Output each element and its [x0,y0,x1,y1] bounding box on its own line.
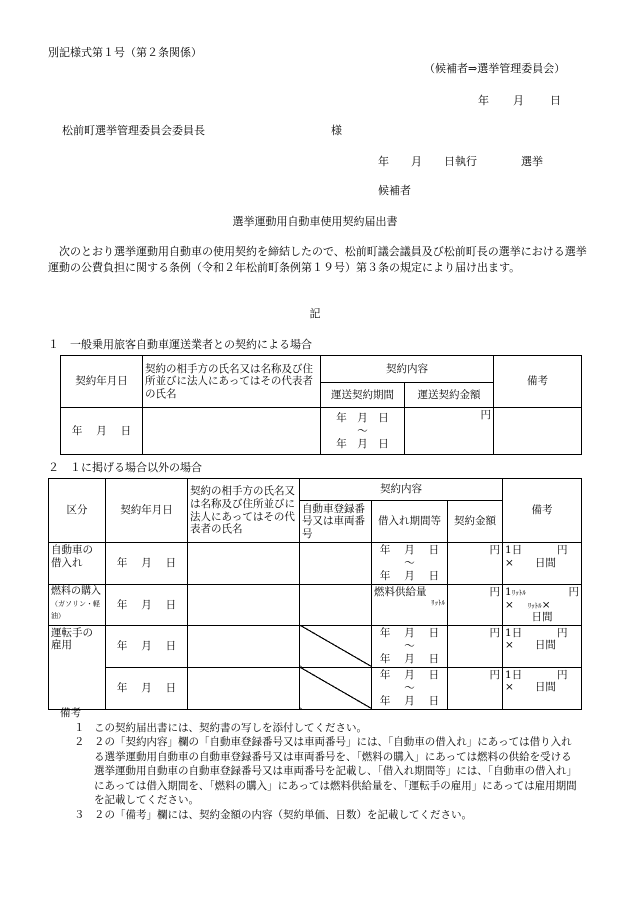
s2-row-driver-party-1 [188,625,300,667]
notes-section [60,706,580,822]
s1-row-date: 年 月 日 [61,408,143,455]
note-item [60,808,580,823]
s2-fuel-one: 1 [505,586,512,598]
s2-row-driver-amount-2: 円 [448,667,503,709]
note-item [60,721,580,736]
s2-col-party: 契約の相手方の氏名又は名称及び住所並びに法人にあってはその代表者の氏名 [188,479,300,543]
s2-row-car-regno [300,543,372,585]
s2-row-car-remarks [503,543,582,585]
s2-row-driver-date-2: 年 月 日 [106,667,188,709]
s2-col-remarks: 備考 [503,479,582,543]
s2-col-regno: 自動車登録番号又は車両番号 [300,501,372,543]
s2-row-car-period [372,543,448,585]
s2-col-amount: 契約金額 [448,501,503,543]
s2-driver2-from: 年 月 日 [379,668,440,681]
s2-car-tilde: ～ [404,557,415,569]
s1-col-period: 運送契約期間 [321,383,405,408]
note-number: １ [74,721,85,734]
s2-driver1-tilde: ～ [404,639,415,652]
note-text: ２の「契約内容」欄の「自動車登録番号又は車両番号」には、「自動車の借入れ」にあっては借り入れる選挙運動用自動車の自動車登録番号又は車両番号を、「燃料の購入」にあっては燃料の供給を受ける選挙運動用自動車の自動車登録番号又は車両番号を記載し、「借入れ期間等」には、「自動車の借入れ」にあっては借入期間を、「燃料の購入」にあっては燃料供給量を、「運転手の雇用」にあっては雇用期間を記載してください。 [94,736,577,806]
s1-period-tilde: ～ [357,424,368,437]
s1-col-remarks: 備考 [494,356,582,408]
section2-table [48,478,582,710]
note-text: この契約届出書には、契約書の写しを添付してください。 [94,721,367,734]
honorific: 様 [331,124,342,137]
section1-heading: １ 一般乗用旅客自動車運送業者との契約による場合 [48,338,312,351]
s2-row-car-party [188,543,300,585]
s2-fuel-type: （ガソリン・軽油） [51,600,100,620]
s1-row-amount: 円 [405,408,494,455]
s2-car-remark-days: × 日間 [505,556,556,569]
s2-fuel-remark-days: 日間 [531,611,553,624]
candidate-label: 候補者 [378,184,411,197]
section1-table [60,355,582,455]
submission-route: （候補者⇒選挙管理委員会） [424,62,566,75]
s2-fuel-liter: ﾘｯﾄﾙ [431,598,445,607]
s2-driver1-from: 年 月 日 [379,626,440,639]
s2-row-driver-regno-2 [300,667,372,709]
note-item [60,735,580,808]
s2-fuel-liter-unit: ﾘｯﾄﾙ [511,589,526,597]
s2-col-content: 契約内容 [300,479,503,501]
s2-row-driver-period-2 [372,667,448,709]
s2-driver1-rate: 1日 円 [505,626,568,639]
note-text: ２の「備考」欄には、契約金額の内容（契約単価、日数）を記載してください。 [94,808,472,821]
s2-fuel-remark-x [505,599,579,612]
s2-row-fuel-remarks [503,585,582,626]
ki-label: 記 [309,307,321,320]
s2-row-driver-period-1 [372,625,448,667]
s2-col-date: 契約年月日 [106,479,188,543]
s2-car-from: 年 月 日 [379,544,440,556]
document-title: 選挙運動用自動車使用契約届出書 [232,215,398,228]
s1-col-amount: 運送契約金額 [405,383,494,408]
s2-row-driver-remarks-2 [503,667,582,709]
s2-row-fuel-date: 年 月 日 [106,585,188,626]
s2-driver2-rate: 1日 円 [505,668,568,681]
s2-fuel-remark-rate [505,586,579,599]
note-number: ２ [74,736,85,748]
note-number: ３ [74,808,85,821]
date-month: 月 [513,94,524,107]
s2-driver1-days: × 日間 [505,639,556,652]
s2-row-fuel-period [372,585,448,626]
election-line: 年 月 日執行 選挙 [378,155,543,168]
s1-col-content: 契約内容 [321,356,494,383]
s2-row-car-label: 自動車の借入れ [49,543,106,585]
section2-heading: ２ １に掲げる場合以外の場合 [48,461,202,474]
s1-row-party [143,408,321,455]
s2-row-driver-label: 運転手の雇用 [49,625,106,709]
date-year: 年 [478,94,489,107]
s2-fuel-supply: 燃料供給量 [374,586,427,598]
notes-heading: 備考 [60,707,81,719]
s1-row-period [321,408,405,455]
s2-fuel-x2: × [541,598,551,611]
s2-driver2-to: 年 月 日 [379,694,440,707]
s2-row-driver-amount-1: 円 [448,625,503,667]
s2-fuel-x1: × [505,598,514,611]
s2-row-driver-party-2 [188,667,300,709]
s2-row-driver-regno-1 [300,625,372,667]
s2-col-period: 借入れ期間等 [372,501,448,543]
s2-row-driver-remarks-1 [503,625,582,667]
addressee: 松前町選挙管理委員会委員長 [62,124,205,137]
s1-col-party: 契約の相手方の氏名又は名称及び住所並びに法人にあってはその代表者の氏名 [143,356,321,408]
s1-row-remarks [494,408,582,455]
s2-row-car-date: 年 月 日 [106,543,188,585]
s2-row-fuel-label: 燃料の購入（ガソリン・軽油） [49,585,106,626]
date-day: 日 [550,94,561,107]
s2-row-fuel-amount: 円 [448,585,503,626]
form-number: 別記様式第１号（第２条関係） [48,46,202,59]
s2-driver2-tilde: ～ [404,681,415,694]
s2-driver1-to: 年 月 日 [379,652,440,665]
s2-row-fuel-party [188,585,300,626]
s2-car-remark-rate: 1日 円 [505,544,568,556]
s2-driver2-days: × 日間 [505,681,556,694]
s2-fuel-yen: 円 [568,586,580,598]
s2-row-car-amount: 円 [448,543,503,585]
s2-car-to: 年 月 日 [379,570,440,582]
s2-row-fuel-regno [300,585,372,626]
s2-col-kubun: 区分 [49,479,106,543]
s2-row-driver-date-1: 年 月 日 [106,625,188,667]
s2-fuel-liter-unit2: ﾘｯﾄﾙ [527,601,542,610]
s1-period-from: 年 月 日 [336,411,389,424]
intro-paragraph: 次のとおり選挙運動用自動車の使用契約を締結したので、松前町議会議員及び松前町長の選挙における選挙運動の公費負担に関する条例（令和２年松前町条例第１９号）第３条の規定により届け出ます。 [48,245,587,274]
s1-col-date: 契約年月日 [61,356,143,408]
s1-period-to: 年 月 日 [336,437,389,450]
